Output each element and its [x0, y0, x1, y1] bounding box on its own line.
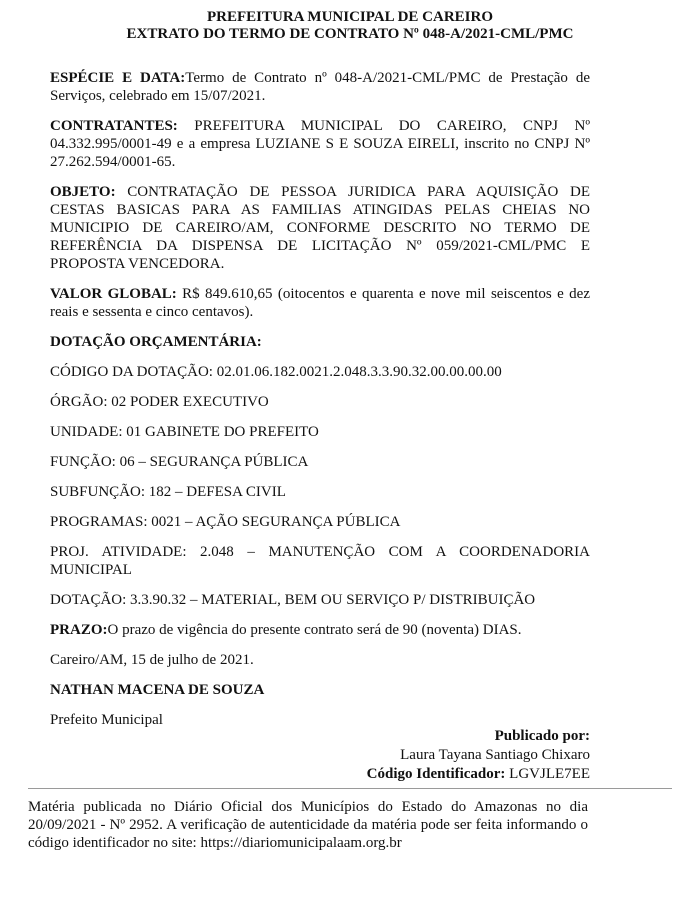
identifier-line: [367, 765, 590, 784]
document-body: [50, 69, 590, 741]
especie-paragraph: [50, 69, 590, 105]
dotacao-orgao: ÓRGÃO: 02 PODER EXECUTIVO: [50, 394, 269, 410]
signatory-role: Prefeito Municipal: [50, 712, 163, 728]
objeto-text: CONTRATAÇÃO DE PESSOA JURIDICA PARA AQUISIÇÃO DE CESTAS BASICAS PARA AS FAMILIAS ATINGIDAS PELAS CHEIAS NO MUNICIPIO DE CAREIRO/AM, CONFORME DESCRITO NO TERMO DE REFERÊNCIA DA DISPENSA DE LICITAÇÃO Nº 059/2021-CML/PMC E PROPOSTA VENCEDORA.: [50, 184, 590, 272]
especie-label: ESPÉCIE E DATA:: [50, 70, 186, 86]
header-institution: PREFEITURA MUNICIPAL DE CAREIRO: [207, 9, 493, 25]
valor-paragraph: [50, 285, 590, 321]
publisher-name: Laura Tayana Santiago Chixaro: [400, 747, 590, 763]
valor-label: VALOR GLOBAL:: [50, 286, 177, 302]
document-header: [0, 9, 700, 43]
dotacao-unidade: UNIDADE: 01 GABINETE DO PREFEITO: [50, 424, 319, 440]
dotacao-title: DOTAÇÃO ORÇAMENTÁRIA:: [50, 334, 262, 350]
prazo-paragraph: [50, 621, 590, 639]
header-title: EXTRATO DO TERMO DE CONTRATO Nº 048-A/2021-CML/PMC: [126, 26, 574, 42]
contratantes-text: PREFEITURA MUNICIPAL DO CAREIRO, CNPJ Nº 04.332.995/0001-49 e a empresa LUZIANE S E SOUZA EIRELI, inscrito no CNPJ Nº 27.262.594/0001-65.: [50, 118, 590, 170]
especie-text: Termo de Contrato nº 048-A/2021-CML/PMC de Prestação de Serviços, celebrado em 15/07/2021.: [50, 70, 590, 104]
dotacao-codigo: CÓDIGO DA DOTAÇÃO: 02.01.06.182.0021.2.048.3.3.90.32.00.00.00.00: [50, 364, 502, 380]
prazo-label: PRAZO:: [50, 622, 108, 638]
prazo-text: O prazo de vigência do presente contrato será de 90 (noventa) DIAS.: [107, 622, 522, 638]
valor-text: R$ 849.610,65 (oitocentos e quarenta e nove mil seiscentos e dez reais e sessenta e cinco centavos).: [50, 286, 590, 320]
objeto-paragraph: [50, 183, 590, 273]
contratantes-paragraph: [50, 117, 590, 171]
footer-divider: [28, 788, 672, 789]
dotacao-funcao: FUNÇÃO: 06 – SEGURANÇA PÚBLICA: [50, 454, 309, 470]
local-data: Careiro/AM, 15 de julho de 2021.: [50, 652, 254, 668]
signatory-name: NATHAN MACENA DE SOUZA: [50, 682, 265, 698]
published-by-label: Publicado por:: [494, 728, 590, 744]
identifier-label: Código Identificador:: [366, 766, 506, 782]
contratantes-label: CONTRATANTES:: [50, 118, 178, 134]
dotacao-subfuncao: SUBFUNÇÃO: 182 – DEFESA CIVIL: [50, 484, 286, 500]
dotacao-natureza: DOTAÇÃO: 3.3.90.32 – MATERIAL, BEM OU SERVIÇO P/ DISTRIBUIÇÃO: [50, 592, 536, 608]
objeto-label: OBJETO:: [50, 184, 116, 200]
dotacao-programas: PROGRAMAS: 0021 – AÇÃO SEGURANÇA PÚBLICA: [50, 514, 401, 530]
footer-note: Matéria publicada no Diário Oficial dos Municípios do Estado do Amazonas no dia 20/09/2021 - Nº 2952. A verificação de autenticidade da matéria pode ser feita informando o código identificador no site: https://diariomunicipalaam.org.br: [28, 799, 588, 851]
dotacao-proj-atividade: PROJ. ATIVIDADE: 2.048 – MANUTENÇÃO COM A COORDENADORIA MUNICIPAL: [50, 544, 590, 578]
publication-block: [367, 727, 590, 784]
identifier-code: LGVJLE7EE: [505, 766, 590, 782]
